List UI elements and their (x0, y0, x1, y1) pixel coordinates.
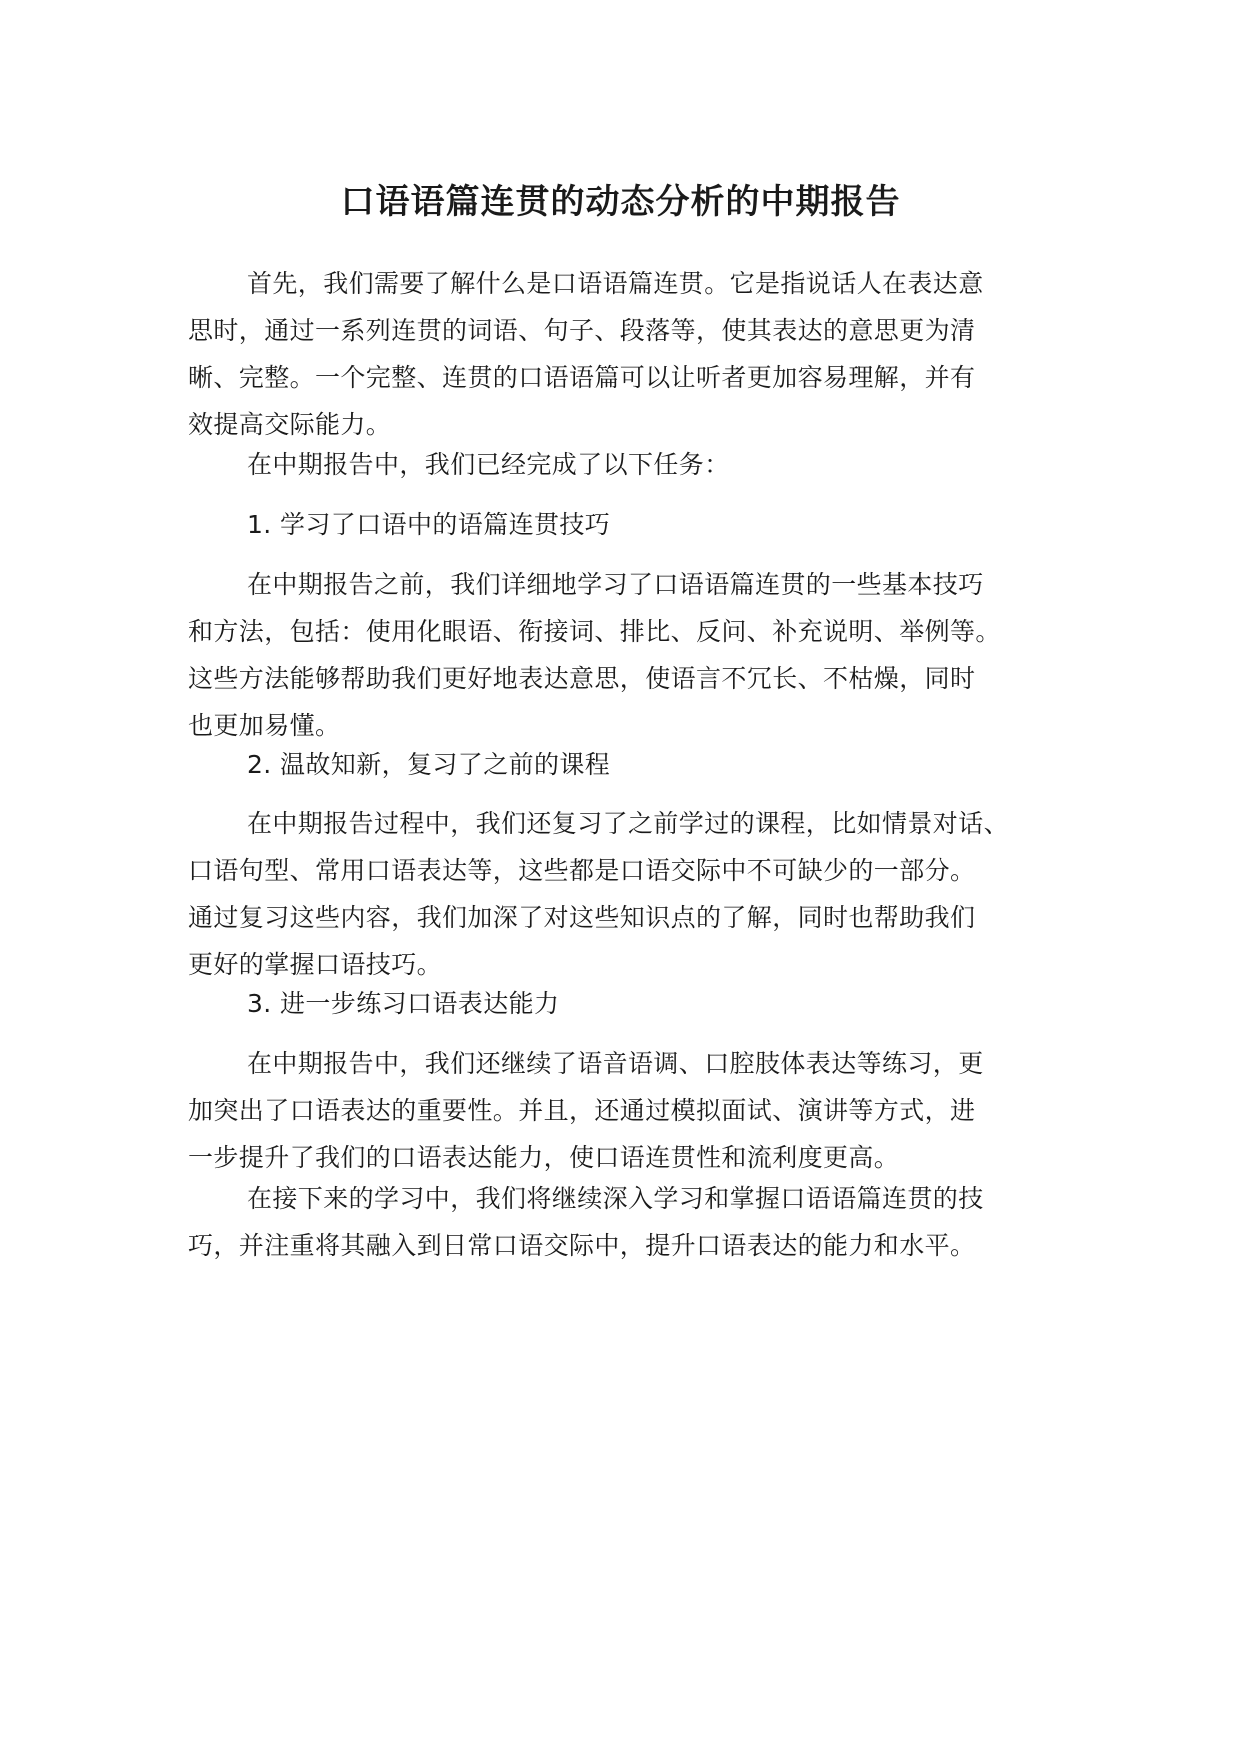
section-heading-1: 1. 学习了口语中的语篇连贯技巧 (247, 510, 611, 539)
intro-line: 效提高交际能力。 (188, 410, 392, 439)
conclusion-line: 巧，并注重将其融入到日常口语交际中，提升口语表达的能力和水平。 (188, 1231, 976, 1260)
conclusion-paragraph (188, 1175, 1068, 1269)
section-line: 通过复习这些内容，我们加深了对这些知识点的了解，同时也帮助我们 (188, 903, 976, 932)
section-line: 这些方法能够帮助我们更好地表达意思，使语言不冗长、不枯燥，同时 (188, 664, 976, 693)
section-line: 在中期报告中，我们还继续了语音语调、口腔肢体表达等练习，更 (247, 1049, 984, 1078)
intro-line: 首先，我们需要了解什么是口语语篇连贯。它是指说话人在表达意 (247, 269, 984, 298)
section-heading-2: 2. 温故知新，复习了之前的课程 (247, 750, 611, 779)
intro-paragraph (188, 260, 1068, 448)
tasks-intro: 在中期报告中，我们已经完成了以下任务： (247, 450, 730, 479)
section-heading-3: 3. 进一步练习口语表达能力 (247, 989, 560, 1018)
section-line: 在中期报告过程中，我们还复习了之前学过的课程，比如情景对话、 (247, 809, 1010, 838)
intro-line: 晰、完整。一个完整、连贯的口语语篇可以让听者更加容易理解，并有 (188, 363, 976, 392)
section-line: 也更加易懂。 (188, 711, 341, 740)
document-title: 口语语篇连贯的动态分析的中期报告 (340, 182, 901, 222)
section-line: 和方法，包括：使用化眼语、衔接词、排比、反问、补充说明、举例等。 (188, 617, 1001, 646)
section-line: 更好的掌握口语技巧。 (188, 950, 443, 979)
section-line: 加突出了口语表达的重要性。并且，还通过模拟面试、演讲等方式，进 (188, 1096, 976, 1125)
section-line: 一步提升了我们的口语表达能力，使口语连贯性和流利度更高。 (188, 1143, 900, 1172)
section-paragraph-3 (188, 1040, 1068, 1181)
section-line: 在中期报告之前，我们详细地学习了口语语篇连贯的一些基本技巧 (247, 570, 984, 599)
section-line: 口语句型、常用口语表达等，这些都是口语交际中不可缺少的一部分。 (188, 856, 976, 885)
conclusion-line: 在接下来的学习中，我们将继续深入学习和掌握口语语篇连贯的技 (247, 1184, 984, 1213)
section-paragraph-1 (188, 561, 1068, 749)
intro-line: 思时，通过一系列连贯的词语、句子、段落等，使其表达的意思更为清 (188, 316, 976, 345)
section-paragraph-2 (188, 800, 1068, 988)
